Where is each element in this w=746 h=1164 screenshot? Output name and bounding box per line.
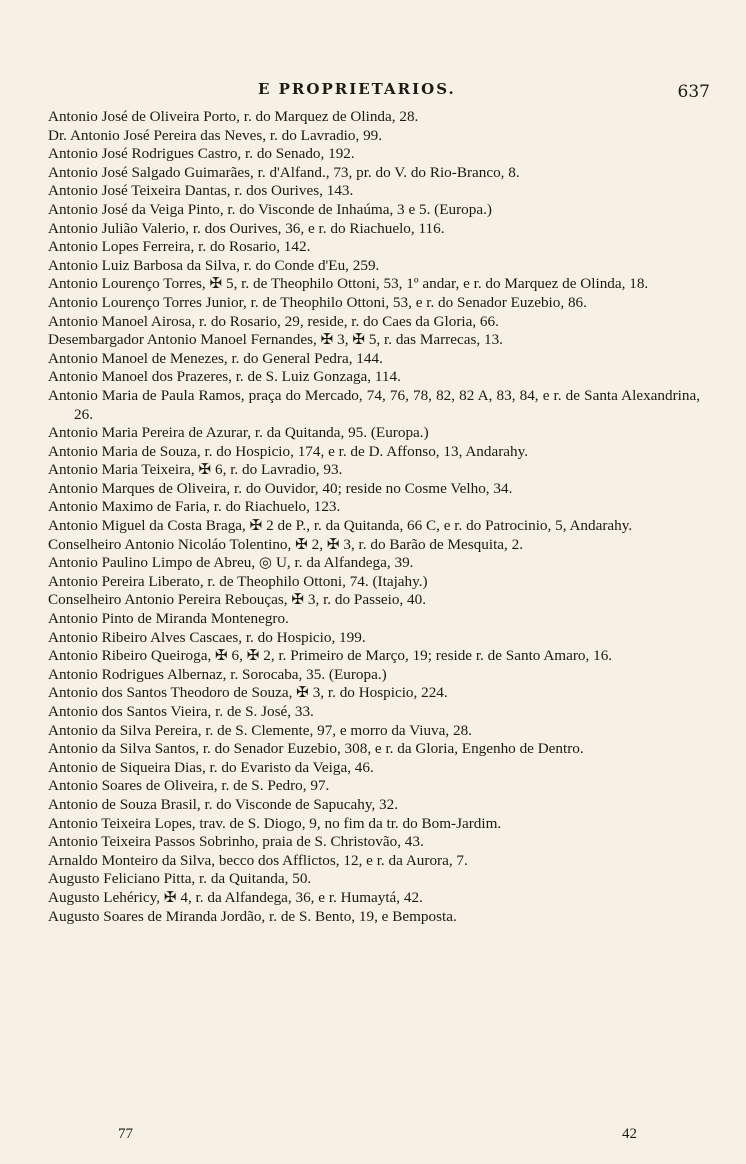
directory-entry: Antonio Manoel dos Prazeres, r. de S. Luiz Gonzaga, 114. xyxy=(48,368,401,386)
directory-entry: Augusto Feliciano Pitta, r. da Quitanda, 50. xyxy=(48,870,312,888)
directory-entry: Antonio José da Veiga Pinto, r. do Visconde de Inhaúma, 3 e 5. (Europa.) xyxy=(48,200,492,218)
directory-entry: Antonio Teixeira Lopes, trav. de S. Diogo, 9, no fim da tr. do Bom-Jardim. xyxy=(48,814,502,832)
directory-entry: Antonio Julião Valerio, r. dos Ourives, 36, e r. do Riachuelo, 116. xyxy=(48,219,445,237)
directory-entry: Antonio José Teixeira Dantas, r. dos Ourives, 143. xyxy=(48,182,354,200)
page-header xyxy=(0,80,746,106)
directory-entry: Antonio José Rodrigues Castro, r. do Senado, 192. xyxy=(48,145,355,163)
directory-entry: Augusto Lehéricy, ✠ 4, r. da Alfandega, 36, e r. Humaytá, 42. xyxy=(48,888,423,906)
directory-entry: Antonio da Silva Santos, r. do Senador Euzebio, 308, e r. da Gloria, Engenho de Dentro. xyxy=(48,740,584,758)
directory-entry: Antonio de Souza Brasil, r. do Visconde de Sapucahy, 32. xyxy=(48,795,399,813)
directory-entry: Conselheiro Antonio Pereira Rebouças, ✠ 3, r. do Passeio, 40. xyxy=(48,591,427,609)
directory-entry: Antonio Lopes Ferreira, r. do Rosario, 142. xyxy=(48,238,311,256)
directory-entry: Antonio dos Santos Theodoro de Souza, ✠ 3, r. do Hospicio, 224. xyxy=(48,684,448,702)
page-title: E PROPRIETARIOS. xyxy=(258,80,456,98)
directory-entry: Antonio da Silva Pereira, r. de S. Clemente, 97, e morro da Viuva, 28. xyxy=(48,721,472,739)
directory-entry: Antonio Lourenço Torres, ✠ 5, r. de Theophilo Ottoni, 53, 1º andar, e r. do Marquez de Olinda, 18. xyxy=(48,275,649,293)
directory-entry: Antonio Ribeiro Alves Cascaes, r. do Hospicio, 199. xyxy=(48,628,366,646)
directory-entry: Antonio Soares de Oliveira, r. de S. Pedro, 97. xyxy=(48,777,330,795)
directory-entry: Antonio Maria Teixeira, ✠ 6, r. do Lavradio, 93. xyxy=(48,461,343,479)
directory-entry: Antonio Miguel da Costa Braga, ✠ 2 de P., r. da Quitanda, 66 C, e r. do Patrocinio, 5, Andarahy. xyxy=(48,517,633,535)
directory-entry: Antonio Manoel de Menezes, r. do General Pedra, 144. xyxy=(48,349,383,367)
directory-entry: Antonio Maria de Souza, r. do Hospicio, 174, e r. de D. Affonso, 13, Andarahy. xyxy=(48,442,529,460)
page-footer xyxy=(0,1126,746,1148)
directory-entry: Antonio Maximo de Faria, r. do Riachuelo, 123. xyxy=(48,498,341,516)
directory-entry: Antonio Maria Pereira de Azurar, r. da Quitanda, 95. (Europa.) xyxy=(48,424,429,442)
directory-entry: Antonio Marques de Oliveira, r. do Ouvidor, 40; reside no Cosme Velho, 34. xyxy=(48,479,513,497)
directory-entry: Antonio de Siqueira Dias, r. do Evaristo da Veiga, 46. xyxy=(48,758,374,776)
directory-entries xyxy=(48,108,700,926)
page-number: 637 xyxy=(677,82,710,102)
directory-entry: Antonio Ribeiro Queiroga, ✠ 6, ✠ 2, r. Primeiro de Março, 19; reside r. de Santo Amaro, 16. xyxy=(48,647,613,665)
directory-entry: Antonio dos Santos Vieira, r. de S. José, 33. xyxy=(48,703,314,720)
directory-entry: Antonio José de Oliveira Porto, r. do Marquez de Olinda, 28. xyxy=(48,108,419,125)
signature-mark-right: 42 xyxy=(622,1126,637,1142)
directory-entry: Antonio Luiz Barbosa da Silva, r. do Conde d'Eu, 259. xyxy=(48,256,380,274)
directory-entry: Antonio Paulino Limpo de Abreu, ◎ U, r. da Alfandega, 39. xyxy=(48,554,414,572)
directory-entry: Antonio Lourenço Torres Junior, r. de Theophilo Ottoni, 53, e r. do Senador Euzebio, 86. xyxy=(48,293,587,311)
directory-entry: Arnaldo Monteiro da Silva, becco dos Afflictos, 12, e r. da Aurora, 7. xyxy=(48,851,468,869)
directory-entry: Desembargador Antonio Manoel Fernandes, ✠ 3, ✠ 5, r. das Marrecas, 13. xyxy=(48,331,503,349)
signature-mark-left: 77 xyxy=(118,1126,133,1142)
directory-entry: Augusto Soares de Miranda Jordão, r. de S. Bento, 19, e Bemposta. xyxy=(48,907,457,925)
directory-entry: Conselheiro Antonio Nicoláo Tolentino, ✠ 2, ✠ 3, r. do Barão de Mesquita, 2. xyxy=(48,535,524,553)
directory-entry: Antonio José Salgado Guimarães, r. d'Alfand., 73, pr. do V. do Rio-Branco, 8. xyxy=(48,163,520,181)
directory-entry: Antonio Pereira Liberato, r. de Theophilo Ottoni, 74. (Itajahy.) xyxy=(48,572,428,590)
directory-entry: Antonio Teixeira Passos Sobrinho, praia de S. Christovão, 43. xyxy=(48,833,424,851)
directory-entry: Antonio Maria de Paula Ramos, praça do Mercado, 74, 76, 78, 82, 82 A, 83, 84, e r. de Santa Alexandrina, 26. xyxy=(48,386,700,423)
directory-entry: Antonio Pinto de Miranda Montenegro. xyxy=(48,610,289,628)
directory-entry: Antonio Manoel Airosa, r. do Rosario, 29, reside, r. do Caes da Gloria, 66. xyxy=(48,312,499,330)
directory-entry: Dr. Antonio José Pereira das Neves, r. do Lavradio, 99. xyxy=(48,126,383,144)
directory-entry: Antonio Rodrigues Albernaz, r. Sorocaba, 35. (Europa.) xyxy=(48,665,387,683)
